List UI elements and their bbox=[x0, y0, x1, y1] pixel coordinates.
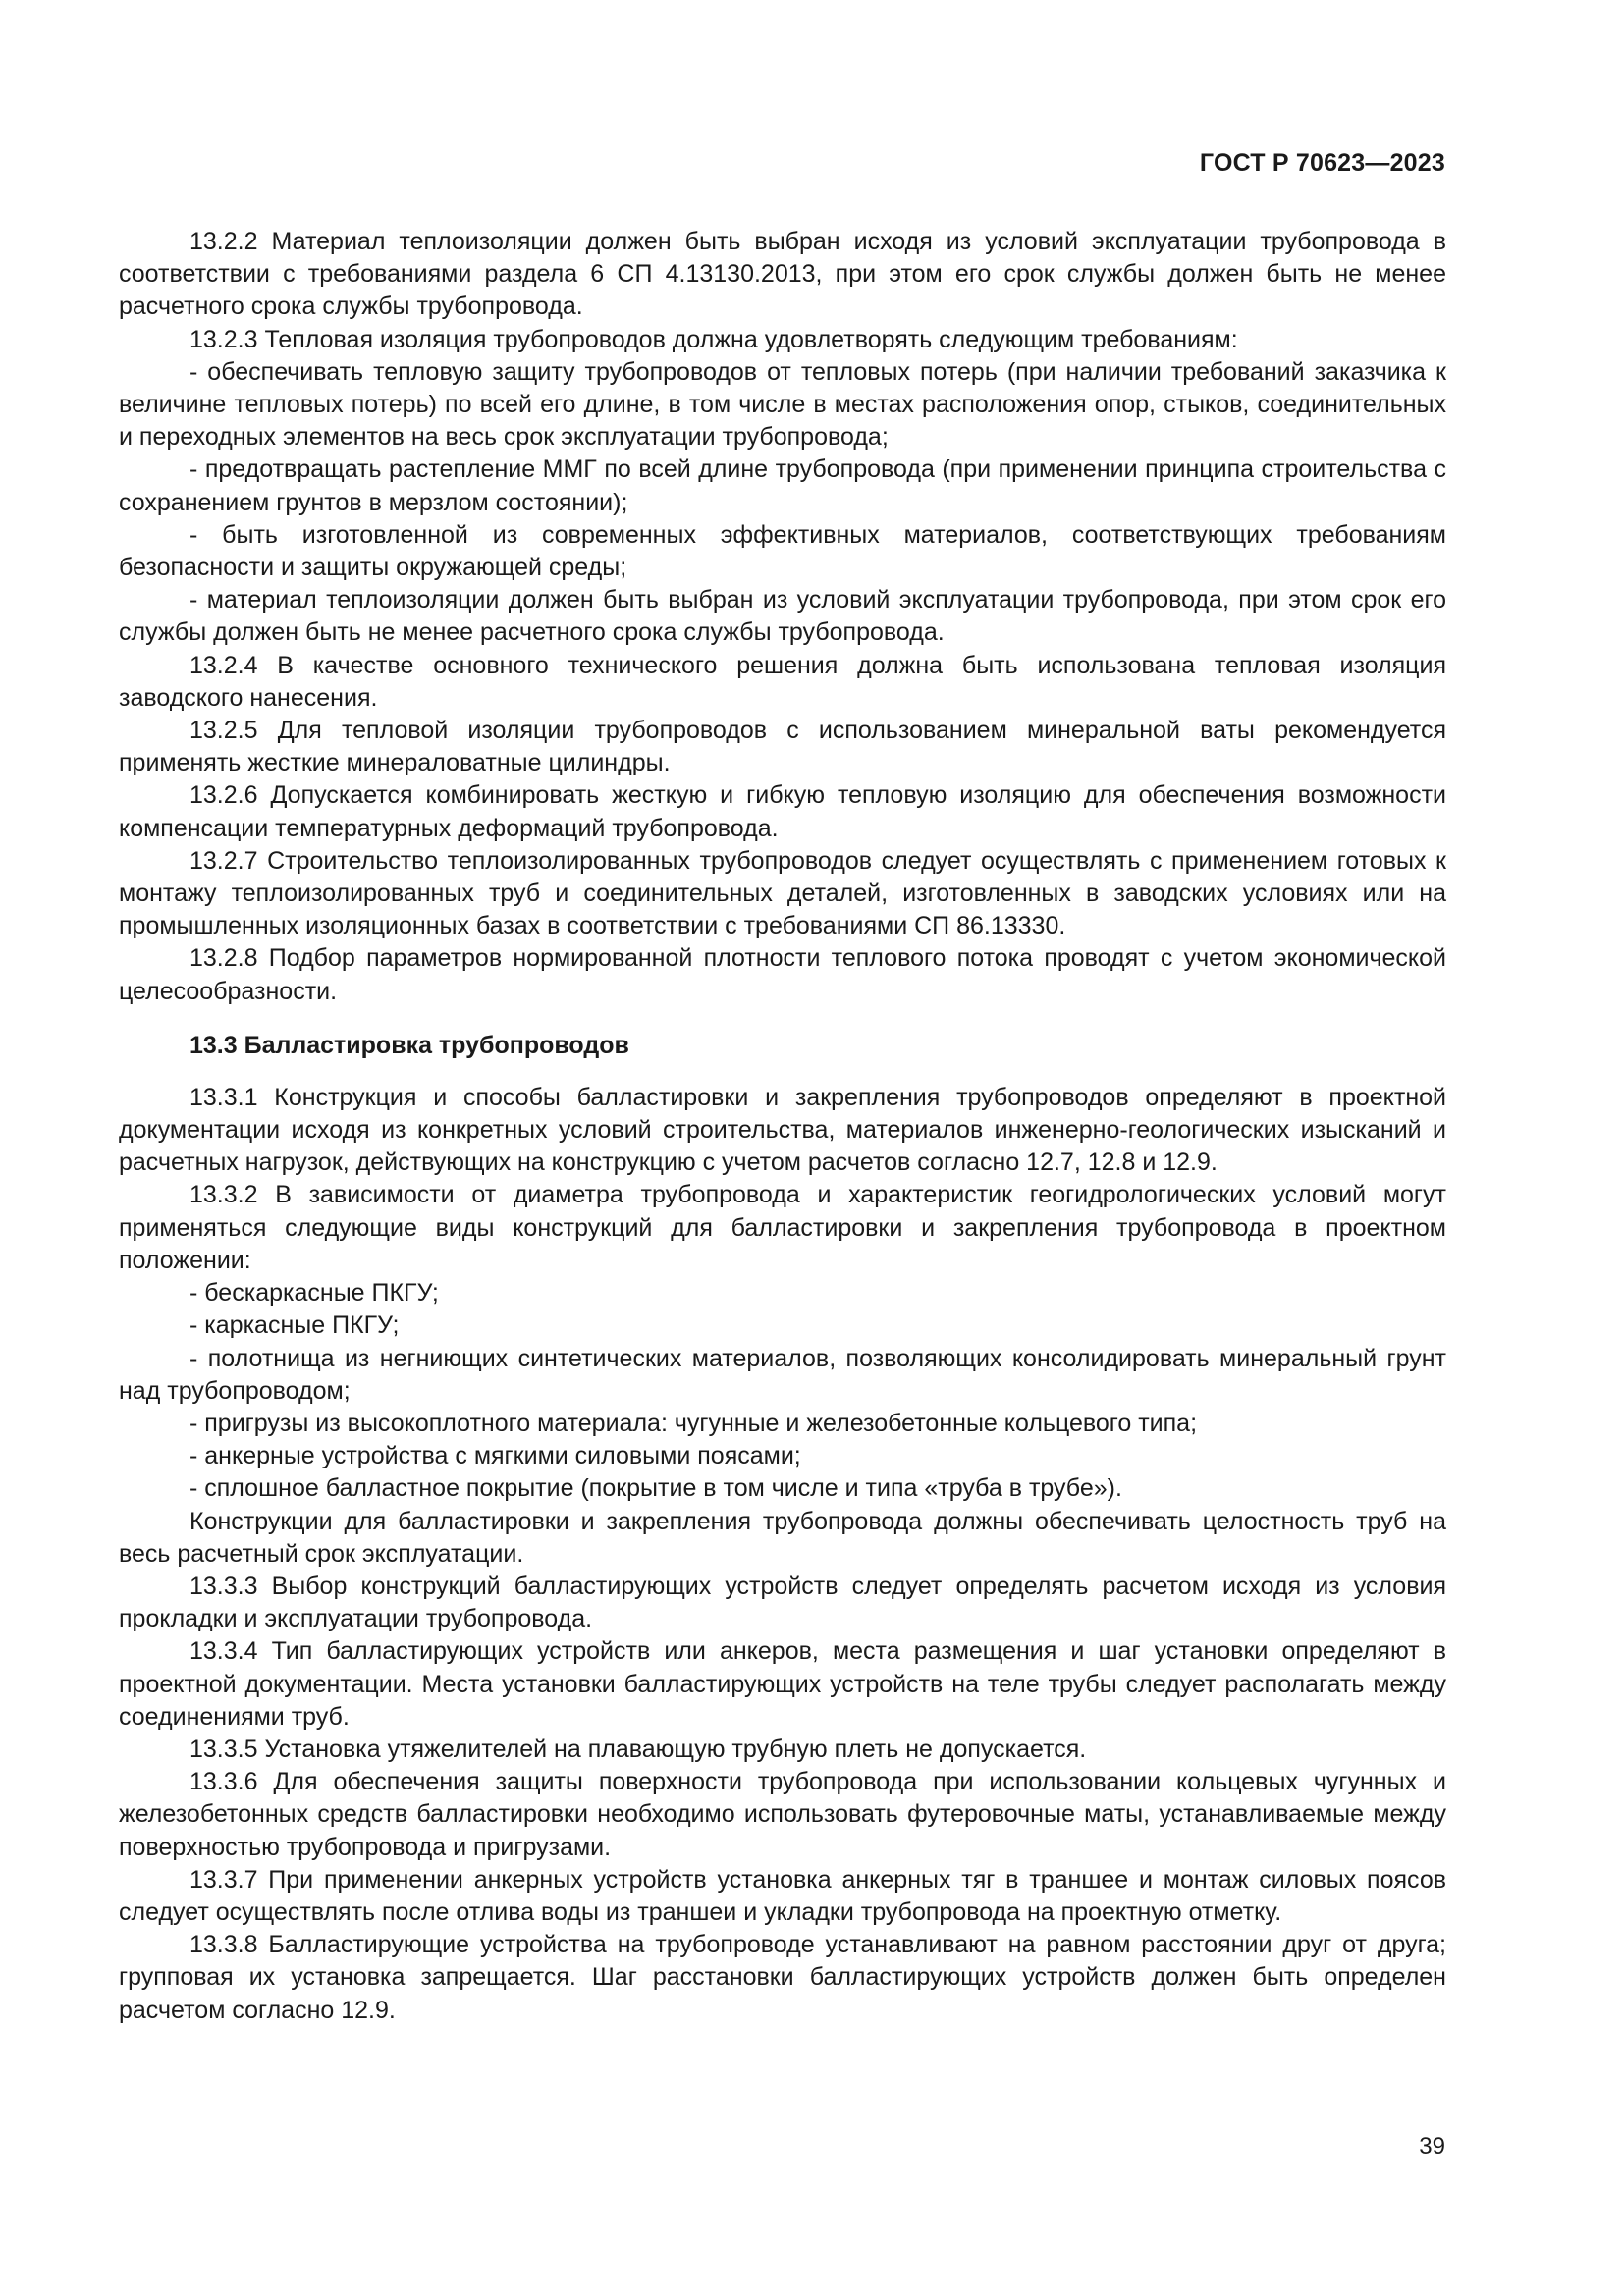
paragraph-13-3-4: 13.3.4 Тип балластирующих устройств или анкеров, места размещения и шаг установки определяют в проектной документации. Места установки балластирующих устройств на теле трубы следует располагать между соединениями труб. bbox=[119, 1637, 1446, 1731]
list-item: - пригрузы из высокоплотного материала: чугунные и железобетонные кольцевого типа; bbox=[189, 1409, 1198, 1437]
paragraph-13-2-2: 13.2.2 Материал теплоизоляции должен быть выбран исходя из условий эксплуатации трубопровода в соответствии с требованиями раздела 6 СП 4.13130.2013, при этом его срок службы должен быть не менее расчетного срока службы трубопровода. bbox=[119, 228, 1446, 321]
list-item: - полотнища из негниющих синтетических материалов, позволяющих консолидировать минеральный грунт над трубопроводом; bbox=[119, 1344, 1446, 1405]
list-item: - каркасные ПКГУ; bbox=[189, 1311, 400, 1340]
list-item: - анкерные устройства с мягкими силовыми поясами; bbox=[189, 1442, 801, 1470]
paragraph-13-3-6: 13.3.6 Для обеспечения защиты поверхности трубопровода при использовании кольцевых чугунных и железобетонных средств балластировки необходимо использовать футеровочные маты, устанавливаемые между поверхностью трубопровода и пригрузами. bbox=[119, 1768, 1446, 1861]
paragraph-13-2-4: 13.2.4 В качестве основного технического решения должна быть использована тепловая изоляция заводского нанесения. bbox=[119, 651, 1446, 712]
paragraph-13-3-5: 13.3.5 Установка утяжелителей на плавающую трубную плеть не допускается. bbox=[189, 1735, 1087, 1763]
standard-header: ГОСТ Р 70623—2023 bbox=[1199, 149, 1445, 177]
section-heading-13-3: 13.3 Балластировка трубопроводов bbox=[189, 1031, 629, 1059]
paragraph-13-3-3: 13.3.3 Выбор конструкций балластирующих устройств следует определять расчетом исходя из условия прокладки и эксплуатации трубопровода. bbox=[119, 1572, 1446, 1633]
page-content bbox=[119, 226, 1446, 2027]
list-item: - быть изготовленной из современных эффективных материалов, соответствующих требованиям безопасности и защиты окружающей среды; bbox=[119, 520, 1446, 582]
paragraph-13-2-6: 13.2.6 Допускается комбинировать жесткую и гибкую тепловую изоляцию для обеспечения возможности компенсации температурных деформаций трубопровода. bbox=[119, 781, 1446, 842]
list-item: - сплошное балластное покрытие (покрытие в том числе и типа «труба в трубе»). bbox=[189, 1474, 1122, 1503]
paragraph-13-3-8: 13.3.8 Балластирующие устройства на трубопроводе устанавливают на равном расстоянии друг от друга; групповая их установка запрещается. Шаг расстановки балластирующих устройств должен быть определен расчетом согласно 12.9. bbox=[119, 1931, 1446, 2024]
list-item: - бескаркасные ПКГУ; bbox=[189, 1279, 439, 1308]
section-13-3 bbox=[119, 1082, 1446, 2027]
paragraph-13-2-3: 13.2.3 Тепловая изоляция трубопроводов должна удовлетворять следующим требованиям: bbox=[189, 325, 1238, 353]
paragraph-13-2-5: 13.2.5 Для тепловой изоляции трубопроводов с использованием минеральной ваты рекомендуется применять жесткие минераловатные цилиндры. bbox=[119, 717, 1446, 777]
section-13-2 bbox=[119, 226, 1446, 1008]
paragraph-13-2-8: 13.2.8 Подбор параметров нормированной плотности теплового потока проводят с учетом экономической целесообразности. bbox=[119, 944, 1446, 1005]
page-number: 39 bbox=[1419, 2133, 1445, 2160]
paragraph-13-3-1: 13.3.1 Конструкция и способы балластировки и закрепления трубопроводов определяют в проектной документации исходя из конкретных условий строительства, материалов инженерно-геологических изысканий и расчетных нагрузок, действующих на конструкцию с учетом расчетов согласно 12.7, 12.8 и 12.9. bbox=[119, 1083, 1446, 1177]
list-item: - материал теплоизоляции должен быть выбран из условий эксплуатации трубопровода, при этом срок его службы должен быть не менее расчетного срока службы трубопровода. bbox=[119, 586, 1446, 647]
paragraph-13-3-7: 13.3.7 При применении анкерных устройств установка анкерных тяг в траншее и монтаж силовых поясов следует осуществлять после отлива воды из траншеи и укладки трубопровода на проектную отметку. bbox=[119, 1865, 1446, 1926]
paragraph-13-3-2: 13.3.2 В зависимости от диаметра трубопровода и характеристик геогидрологических условий могут применяться следующие виды конструкций для балластировки и закрепления трубопровода в проектном положении: bbox=[119, 1181, 1446, 1274]
list-item: - предотвращать растепление ММГ по всей длине трубопровода (при применении принципа строительства с сохранением грунтов в мерзлом состоянии); bbox=[119, 455, 1446, 516]
paragraph-13-2-7: 13.2.7 Строительство теплоизолированных трубопроводов следует осуществлять с применением готовых к монтажу теплоизолированных труб и соединительных деталей, изготовленных в заводских условиях или на промышленных изоляционных базах в соответствии с требованиями СП 86.13330. bbox=[119, 846, 1446, 940]
list-item: - обеспечивать тепловую защиту трубопроводов от тепловых потерь (при наличии требований заказчика к величине тепловых потерь) по всей его длине, в том числе в местах расположения опор, стыков, соединительных и переходных элементов на весь срок эксплуатации трубопровода; bbox=[119, 357, 1446, 452]
paragraph-ballast-constructions: Конструкции для балластировки и закрепления трубопровода должны обеспечивать целостность труб на весь расчетный срок эксплуатации. bbox=[119, 1507, 1446, 1568]
